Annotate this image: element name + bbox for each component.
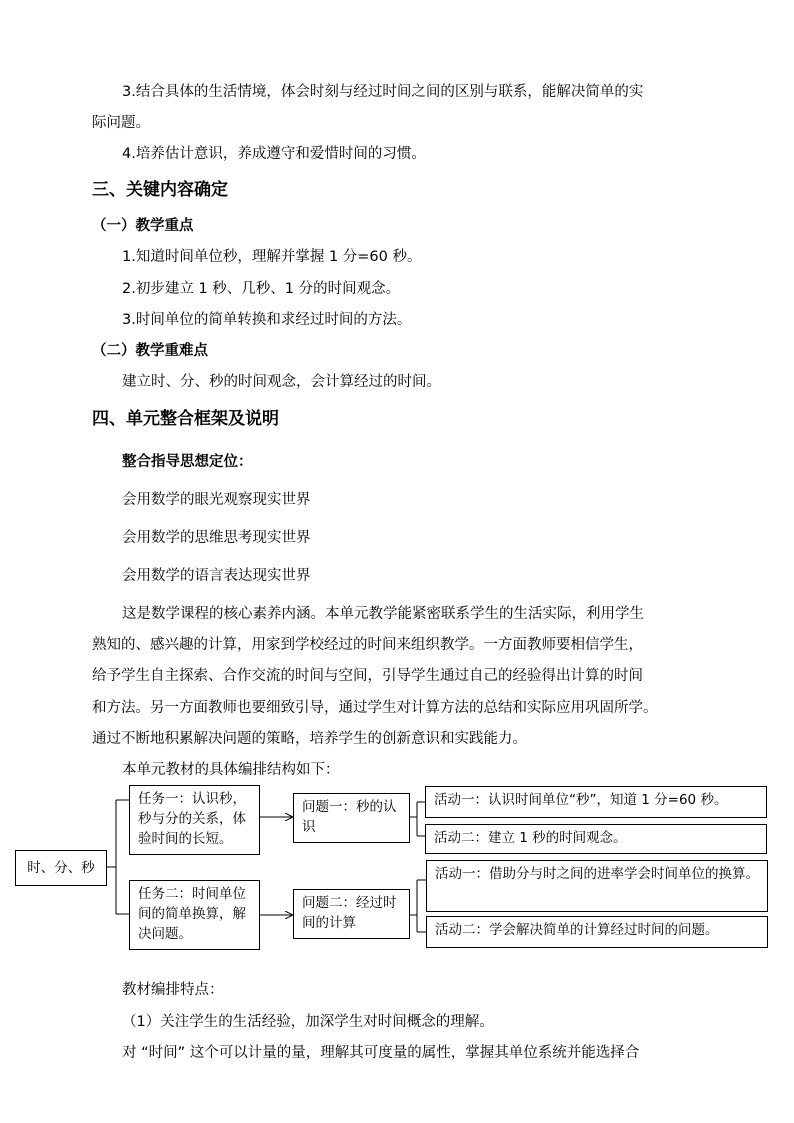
key-points-heading: （一）教学重点	[92, 218, 194, 234]
activity2-1-box: 活动一：借助分与时之间的进率学会时间单位的换算。	[426, 860, 768, 912]
paragraph-line-5: 通过不断地积累解决问题的策略，培养学生的创新意识和实践能力。	[92, 731, 527, 747]
section3-heading: 三、关键内容确定	[92, 180, 228, 200]
difficult-points-heading: （二）教学重难点	[92, 343, 208, 359]
section4-heading: 四、单元整合框架及说明	[92, 409, 279, 429]
guide-line-2: 会用数学的思维思考现实世界	[122, 530, 311, 546]
objective-3-line2: 际问题。	[92, 115, 150, 131]
key-point-3: 3.时间单位的简单转换和求经过时间的方法。	[122, 312, 412, 328]
paragraph-line-2: 熟知的、感兴趣的计算，用家到学校经过的时间来组织教学。一方面教师要相信学生，	[92, 637, 643, 653]
feature-point-1-text: 对 “时间” 这个可以计量的量，理解其可度量的属性，掌握其单位系统并能选择合	[122, 1045, 640, 1061]
task1-box: 任务一：认识秒，秒与分的关系，体验时间的长短。	[129, 785, 260, 855]
problem2-box: 问题二：经过时间的计算	[293, 889, 410, 939]
objective-3-line1: 3.结合具体的生活情境，体会时刻与经过时间之间的区别与联系，能解决简单的实	[122, 84, 644, 100]
difficult-point-text: 建立时、分、秒的时间观念，会计算经过的时间。	[122, 374, 441, 390]
structure-intro: 本单元教材的具体编排结构如下：	[122, 762, 340, 778]
paragraph-line-3: 给予学生自主探索、合作交流的时间与空间，引导学生通过自己的经验得出计算的时间	[92, 668, 643, 684]
features-heading: 教材编排特点：	[122, 982, 224, 998]
activity2-2-box: 活动二：学会解决简单的计算经过时间的问题。	[426, 916, 768, 948]
activity1-1-box: 活动一：认识时间单位“秒”，知道 1 分=60 秒。	[425, 786, 767, 818]
feature-point-1: （1）关注学生的生活经验，加深学生对时间概念的理解。	[122, 1014, 494, 1030]
paragraph-line-4: 和方法。另一方面教师也要细致引导，通过学生对计算方法的总结和实际应用巩固所学。	[92, 700, 658, 716]
guide-line-1: 会用数学的眼光观察现实世界	[122, 492, 311, 508]
task2-box: 任务二：时间单位间的简单换算，解决问题。	[129, 880, 260, 950]
guide-line-3: 会用数学的语言表达现实世界	[122, 568, 311, 584]
diagram-root-box: 时、分、秒	[15, 850, 107, 886]
problem1-box: 问题一：秒的认识	[293, 793, 410, 843]
activity1-2-box: 活动二：建立 1 秒的时间观念。	[425, 824, 767, 854]
objective-4: 4.培养估计意识，养成遵守和爱惜时间的习惯。	[122, 146, 426, 162]
key-point-1: 1.知道时间单位秒，理解并掌握 1 分=60 秒。	[122, 249, 422, 265]
key-point-2: 2.初步建立 1 秒、几秒、1 分的时间观念。	[122, 281, 401, 297]
paragraph-line-1: 这是数学课程的核心素养内涵。本单元教学能紧密联系学生的生活实际，利用学生	[122, 606, 644, 622]
guide-heading: 整合指导思想定位：	[122, 454, 253, 470]
